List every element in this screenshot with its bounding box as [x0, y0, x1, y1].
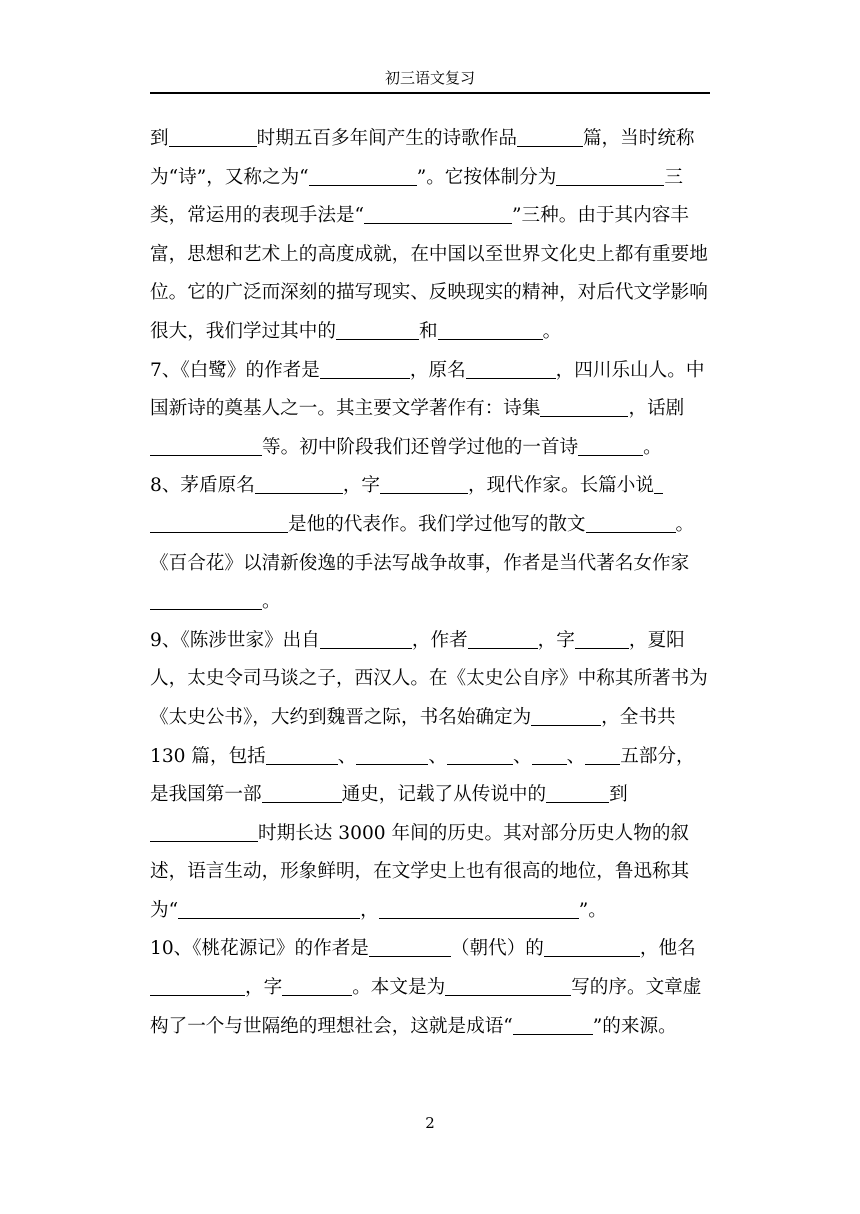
question-p9: [150, 622, 712, 931]
question-text: ，作者: [411, 629, 468, 651]
question-text: 是他的代表作。我们学过他写的散文: [288, 513, 586, 535]
answer-blank[interactable]: [546, 784, 609, 804]
question-text: 写的序。文章虚构了一个与世隔绝的理想社会，这就是成语“: [150, 977, 702, 1037]
answer-blank[interactable]: [266, 745, 338, 765]
question-text: ，四川乐山人。中国新诗的奠基人之一。其主要文学著作有：诗集: [150, 359, 705, 420]
answer-blank[interactable]: [150, 436, 262, 456]
question-text: 7、《白鹭》的作者是: [150, 359, 320, 381]
question-text: 等。初中阶段我们还曾学过他的一首诗: [262, 436, 579, 458]
question-p10: [150, 930, 712, 1046]
question-p8: [150, 467, 712, 621]
answer-blank[interactable]: [255, 475, 343, 495]
answer-blank[interactable]: [320, 629, 412, 649]
answer-blank[interactable]: [466, 359, 556, 379]
answer-blank[interactable]: [379, 899, 579, 919]
question-text: ”。它按体制分为: [416, 166, 557, 188]
answer-blank[interactable]: [556, 166, 664, 186]
answer-blank[interactable]: [513, 1015, 593, 1035]
question-text: ，现代作家。长篇小说: [468, 475, 654, 497]
question-text: 。: [542, 320, 562, 342]
answer-blank[interactable]: [150, 822, 258, 842]
question-text: ，原名: [409, 359, 466, 381]
answer-blank[interactable]: [356, 745, 428, 765]
answer-blank[interactable]: [438, 320, 543, 340]
question-text: 到: [150, 128, 169, 149]
answer-blank[interactable]: [364, 205, 512, 225]
question-text: 五部分，是我国第一部: [150, 745, 695, 806]
answer-blank[interactable]: [282, 976, 352, 996]
question-text: ，字: [342, 475, 381, 497]
answer-blank[interactable]: [540, 398, 628, 418]
answer-blank[interactable]: [585, 745, 620, 765]
answer-blank[interactable]: [531, 706, 601, 726]
question-text: 篇，当时统称为“诗”，又称之为“: [150, 128, 695, 188]
answer-blank[interactable]: [150, 976, 245, 996]
question-text: 、: [566, 745, 586, 767]
question-text: ，夏阳人，太史令司马谈之子，西汉人。在《太史公自序》中称其所著书为《太史公书》，大约到魏晋之际，书名始确定为: [150, 629, 708, 728]
question-text: ，: [360, 899, 379, 921]
answer-blank[interactable]: [517, 127, 583, 147]
answer-blank[interactable]: [336, 320, 419, 340]
question-text: 、: [428, 745, 447, 767]
answer-blank[interactable]: [178, 899, 360, 919]
answer-blank[interactable]: [447, 745, 513, 765]
question-text: ，字: [245, 977, 283, 999]
answer-blank[interactable]: [586, 513, 676, 533]
answer-blank[interactable]: [468, 629, 538, 649]
question-text: 10、《桃花源记》的作者是: [150, 938, 369, 960]
question-text: 通史，记载了从传说中的: [341, 784, 547, 806]
header-title: 初三语文复习: [384, 69, 475, 87]
answer-blank[interactable]: [575, 629, 629, 649]
question-text: 。: [262, 591, 281, 613]
answer-blank[interactable]: [320, 359, 410, 379]
document-body: [150, 120, 712, 1046]
question-text: （朝代）的: [450, 938, 544, 960]
answer-blank[interactable]: [369, 938, 451, 958]
question-text: 。本文是为: [352, 977, 446, 999]
question-text: 8、茅盾原名: [150, 475, 255, 497]
answer-blank[interactable]: [262, 784, 342, 804]
page-number: 2: [425, 1114, 435, 1132]
question-p6: [150, 120, 712, 352]
question-text: 三类，常运用的表现手法是“: [150, 166, 683, 227]
header-rule: [150, 92, 710, 94]
answer-blank[interactable]: [654, 475, 663, 495]
answer-blank[interactable]: [445, 976, 571, 996]
answer-blank[interactable]: [544, 938, 640, 958]
question-p7: [150, 352, 712, 468]
answer-blank[interactable]: [532, 745, 567, 765]
answer-blank[interactable]: [309, 166, 417, 186]
question-text: ，全书共 130 篇，包括: [150, 706, 676, 767]
question-text: 、: [337, 745, 357, 767]
answer-blank[interactable]: [578, 436, 643, 456]
question-text: 和: [418, 320, 438, 342]
answer-blank[interactable]: [169, 127, 257, 147]
question-text: ，他名: [639, 938, 696, 960]
answer-blank[interactable]: [150, 591, 262, 611]
question-text: 、: [513, 745, 532, 767]
answer-blank[interactable]: [380, 475, 468, 495]
question-text: 时期长达 3000 年间的历史。其对部分历史人物的叙述，语言生动，形象鲜明，在文学史上也有很高的地位，鲁迅称其为“: [150, 822, 690, 921]
question-text: ，字: [537, 629, 575, 651]
question-text: 。: [643, 436, 662, 458]
question-text: ，话剧: [628, 398, 685, 420]
question-text: 时期五百多年间产生的诗歌作品: [256, 128, 517, 149]
answer-blank[interactable]: [150, 513, 288, 533]
question-text: ”三种。由于其内容丰富，思想和艺术上的高度成就，在中国以至世界文化史上都有重要地位。它的广泛而深刻的描写现实、反映现实的精神，对后代文学影响很大，我们学过其中的: [150, 205, 708, 342]
question-text: ”。: [578, 899, 607, 921]
question-text: ”的来源。: [592, 1015, 677, 1037]
question-text: 9、《陈涉世家》出自: [150, 629, 320, 651]
question-text: 。《百合花》以清新俊逸的手法写战争故事，作者是当代著名女作家: [150, 513, 695, 574]
question-text: 到: [609, 784, 628, 806]
